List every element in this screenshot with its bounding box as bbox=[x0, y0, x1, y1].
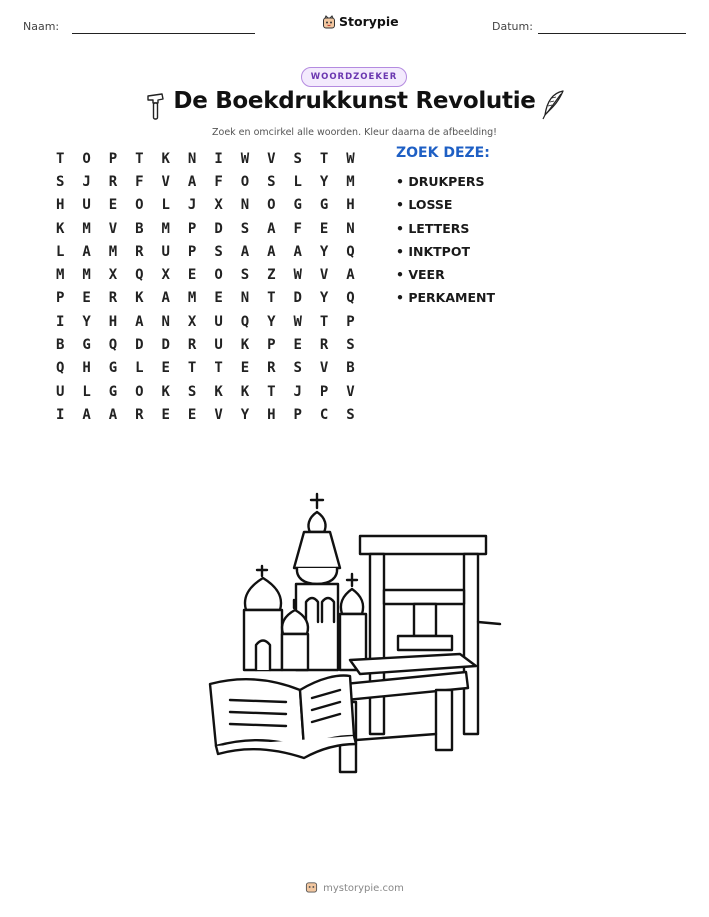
word-list-item: • LETTERS bbox=[396, 217, 495, 240]
grid-letter[interactable]: A bbox=[346, 267, 355, 284]
grid-letter[interactable]: G bbox=[319, 197, 329, 214]
grid-letter[interactable]: R bbox=[135, 243, 144, 260]
grid-letter[interactable]: S bbox=[187, 383, 197, 400]
grid-letter[interactable]: L bbox=[161, 197, 170, 214]
grid-letter[interactable]: P bbox=[346, 313, 355, 330]
grid-letter[interactable]: U bbox=[55, 383, 65, 400]
grid-letter[interactable]: A bbox=[267, 220, 276, 237]
grid-letter[interactable]: W bbox=[293, 267, 302, 284]
grid-letter[interactable]: G bbox=[293, 197, 302, 214]
grid-letter[interactable]: W bbox=[346, 150, 355, 167]
grid-letter[interactable]: S bbox=[240, 267, 250, 284]
worksheet-type-badge: WOORDZOEKER bbox=[301, 67, 407, 87]
grid-letter[interactable]: A bbox=[135, 313, 144, 330]
grid-letter[interactable]: K bbox=[55, 220, 65, 237]
grid-letter[interactable]: G bbox=[108, 383, 118, 400]
page-title: De Boekdrukkunst Revolutie bbox=[173, 88, 536, 114]
grid-letter[interactable]: A bbox=[293, 243, 302, 260]
grid-letter[interactable]: Q bbox=[55, 360, 65, 377]
grid-letter[interactable]: M bbox=[55, 267, 65, 284]
grid-letter[interactable]: S bbox=[346, 337, 355, 354]
grid-letter[interactable]: E bbox=[293, 337, 302, 354]
grid-letter[interactable]: B bbox=[135, 220, 144, 237]
grid-letter[interactable]: P bbox=[55, 290, 65, 307]
grid-letter[interactable]: K bbox=[161, 150, 170, 167]
word-list-item: • DRUKPERS bbox=[396, 170, 495, 193]
grid-letter[interactable]: B bbox=[55, 337, 65, 354]
grid-letter[interactable]: G bbox=[108, 360, 118, 377]
grid-letter[interactable]: V bbox=[161, 173, 170, 190]
grid-letter[interactable]: K bbox=[214, 383, 223, 400]
brand-name: Storypie bbox=[339, 14, 399, 29]
grid-letter[interactable]: N bbox=[240, 197, 250, 214]
grid-letter[interactable]: U bbox=[161, 243, 170, 260]
grid-letter[interactable]: L bbox=[82, 383, 91, 400]
grid-letter[interactable]: N bbox=[187, 150, 197, 167]
word-list-item: • LOSSE bbox=[396, 193, 495, 216]
storypie-logo-icon bbox=[305, 880, 318, 896]
grid-letter[interactable]: X bbox=[187, 313, 197, 330]
brand-logo bbox=[322, 14, 399, 29]
grid-letter[interactable]: T bbox=[135, 150, 144, 167]
grid-letter[interactable]: M bbox=[161, 220, 170, 237]
grid-letter[interactable]: B bbox=[346, 360, 355, 377]
grid-letter[interactable]: L bbox=[293, 173, 302, 190]
grid-letter[interactable]: S bbox=[240, 220, 250, 237]
grid-letter[interactable]: D bbox=[214, 220, 223, 237]
grid-letter[interactable]: K bbox=[240, 337, 250, 354]
grid-letter[interactable]: Q bbox=[108, 337, 118, 354]
grid-letter[interactable]: P bbox=[267, 337, 276, 354]
grid-letter[interactable]: O bbox=[267, 197, 276, 214]
grid-letter[interactable]: N bbox=[240, 290, 250, 307]
grid-letter[interactable]: K bbox=[135, 290, 144, 307]
grid-letter[interactable]: E bbox=[187, 267, 197, 284]
grid-letter[interactable]: H bbox=[82, 360, 91, 377]
grid-letter[interactable]: O bbox=[240, 173, 250, 190]
grid-letter[interactable]: K bbox=[240, 383, 250, 400]
grid-letter[interactable]: P bbox=[187, 243, 197, 260]
grid-letter[interactable]: V bbox=[346, 383, 355, 400]
grid-letter[interactable]: M bbox=[187, 290, 197, 307]
grid-letter[interactable]: C bbox=[319, 406, 329, 423]
grid-letter[interactable]: Y bbox=[319, 243, 329, 260]
grid-letter[interactable]: V bbox=[214, 406, 223, 423]
grid-letter[interactable]: E bbox=[161, 406, 170, 423]
grid-letter[interactable]: T bbox=[319, 313, 329, 330]
grid-letter[interactable]: R bbox=[267, 360, 276, 377]
grid-letter[interactable]: O bbox=[135, 383, 144, 400]
word-list bbox=[396, 170, 495, 310]
grid-letter[interactable]: S bbox=[214, 243, 223, 260]
grid-letter[interactable]: S bbox=[346, 406, 355, 423]
storypie-logo-icon bbox=[322, 15, 336, 29]
grid-letter[interactable]: W bbox=[240, 150, 250, 167]
grid-letter[interactable]: K bbox=[161, 383, 170, 400]
date-label: Datum: bbox=[492, 20, 533, 33]
footer-url[interactable]: mystorypie.com bbox=[323, 882, 404, 894]
grid-letter[interactable]: J bbox=[187, 197, 197, 214]
grid-letter[interactable]: V bbox=[319, 267, 329, 284]
grid-letter[interactable]: M bbox=[108, 243, 118, 260]
grid-letter[interactable]: L bbox=[135, 360, 144, 377]
grid-letter[interactable]: D bbox=[135, 337, 144, 354]
grid-letter[interactable]: A bbox=[240, 243, 250, 260]
grid-letter[interactable]: J bbox=[293, 383, 302, 400]
grid-letter[interactable]: Y bbox=[267, 313, 276, 330]
grid-letter[interactable]: S bbox=[293, 150, 302, 167]
grid-letter[interactable]: F bbox=[214, 173, 223, 190]
grid-letter[interactable]: Z bbox=[267, 267, 276, 284]
grid-letter[interactable]: J bbox=[82, 173, 91, 190]
grid-letter[interactable]: P bbox=[108, 150, 118, 167]
grid-letter[interactable]: V bbox=[319, 360, 329, 377]
grid-letter[interactable]: S bbox=[55, 173, 65, 190]
grid-letter[interactable]: U bbox=[214, 337, 223, 354]
grid-letter[interactable]: X bbox=[108, 267, 118, 284]
grid-letter[interactable]: E bbox=[319, 220, 329, 237]
grid-letter[interactable]: D bbox=[161, 337, 170, 354]
grid-letter[interactable]: H bbox=[55, 197, 65, 214]
grid-letter[interactable]: X bbox=[161, 267, 170, 284]
grid-letter[interactable]: E bbox=[240, 360, 250, 377]
grid-letter[interactable]: Q bbox=[135, 267, 144, 284]
grid-letter[interactable]: W bbox=[293, 313, 302, 330]
grid-letter[interactable]: M bbox=[82, 267, 91, 284]
grid-letter[interactable]: P bbox=[293, 406, 302, 423]
grid-letter[interactable]: R bbox=[108, 173, 118, 190]
grid-letter[interactable]: I bbox=[55, 313, 65, 330]
word-list-item: • VEER bbox=[396, 263, 495, 286]
date-field[interactable] bbox=[538, 33, 686, 34]
grid-letter[interactable]: O bbox=[82, 150, 91, 167]
grid-letter[interactable]: R bbox=[319, 337, 329, 354]
grid-letter[interactable]: I bbox=[55, 406, 65, 423]
grid-letter[interactable]: R bbox=[108, 290, 118, 307]
name-label: Naam: bbox=[23, 20, 60, 33]
grid-letter[interactable]: M bbox=[82, 220, 91, 237]
grid-letter[interactable]: A bbox=[108, 406, 118, 423]
grid-letter[interactable]: F bbox=[135, 173, 144, 190]
grid-letter[interactable]: T bbox=[55, 150, 65, 167]
grid-letter[interactable]: X bbox=[214, 197, 223, 214]
grid-letter[interactable]: T bbox=[319, 150, 329, 167]
grid-letter[interactable]: R bbox=[135, 406, 144, 423]
grid-letter[interactable]: Y bbox=[240, 406, 250, 423]
grid-letter[interactable]: A bbox=[82, 243, 91, 260]
grid-letter[interactable]: U bbox=[214, 313, 223, 330]
instructions: Zoek en omcirkel alle woorden. Kleur daarna de afbeelding! bbox=[212, 127, 497, 138]
grid-letter[interactable]: D bbox=[293, 290, 302, 307]
grid-letter[interactable]: A bbox=[267, 243, 276, 260]
grid-letter[interactable]: R bbox=[187, 337, 197, 354]
word-list-item: • PERKAMENT bbox=[396, 286, 495, 309]
grid-letter[interactable]: L bbox=[55, 243, 65, 260]
grid-letter[interactable]: E bbox=[187, 406, 197, 423]
grid-letter[interactable]: Q bbox=[240, 313, 250, 330]
grid-letter[interactable]: N bbox=[346, 220, 355, 237]
grid-letter[interactable]: Y bbox=[319, 173, 329, 190]
grid-letter[interactable]: P bbox=[319, 383, 329, 400]
grid-letter[interactable]: T bbox=[267, 290, 276, 307]
grid-letter[interactable]: Y bbox=[82, 313, 91, 330]
grid-letter[interactable]: N bbox=[161, 313, 170, 330]
grid-letter[interactable]: E bbox=[108, 197, 118, 214]
grid-letter[interactable]: H bbox=[346, 197, 355, 214]
grid-letter[interactable]: E bbox=[214, 290, 223, 307]
grid-letter[interactable]: Q bbox=[346, 290, 355, 307]
footer bbox=[0, 880, 709, 896]
grid-letter[interactable]: Q bbox=[346, 243, 355, 260]
grid-letter[interactable]: V bbox=[267, 150, 276, 167]
grid-letter[interactable]: A bbox=[161, 290, 170, 307]
grid-letter[interactable]: P bbox=[187, 220, 197, 237]
grid-letter[interactable]: S bbox=[293, 360, 302, 377]
coloring-illustration bbox=[200, 490, 510, 785]
grid-letter[interactable]: Y bbox=[319, 290, 329, 307]
grid-letter[interactable]: T bbox=[214, 360, 223, 377]
grid-letter[interactable]: O bbox=[135, 197, 144, 214]
grid-letter[interactable]: A bbox=[82, 406, 91, 423]
word-search-grid bbox=[47, 147, 364, 427]
name-field[interactable] bbox=[72, 33, 255, 34]
grid-letter[interactable]: I bbox=[214, 150, 223, 167]
grid-letter[interactable]: M bbox=[346, 173, 355, 190]
grid-letter[interactable]: H bbox=[108, 313, 118, 330]
quill-icon bbox=[541, 89, 567, 125]
grid-letter[interactable]: E bbox=[161, 360, 170, 377]
grid-letter[interactable]: G bbox=[82, 337, 91, 354]
grid-letter[interactable]: T bbox=[267, 383, 276, 400]
grid-letter[interactable]: V bbox=[108, 220, 118, 237]
word-list-item: • INKTPOT bbox=[396, 240, 495, 263]
grid-letter[interactable]: F bbox=[293, 220, 302, 237]
grid-letter[interactable]: U bbox=[82, 197, 91, 214]
grid-letter[interactable]: S bbox=[267, 173, 276, 190]
grid-letter[interactable]: E bbox=[82, 290, 91, 307]
grid-letter[interactable]: A bbox=[187, 173, 197, 190]
grid-letter[interactable]: O bbox=[214, 267, 223, 284]
grid-letter[interactable]: T bbox=[187, 360, 197, 377]
grid-letter[interactable]: H bbox=[267, 406, 276, 423]
word-list-title: ZOEK DEZE: bbox=[396, 145, 490, 161]
